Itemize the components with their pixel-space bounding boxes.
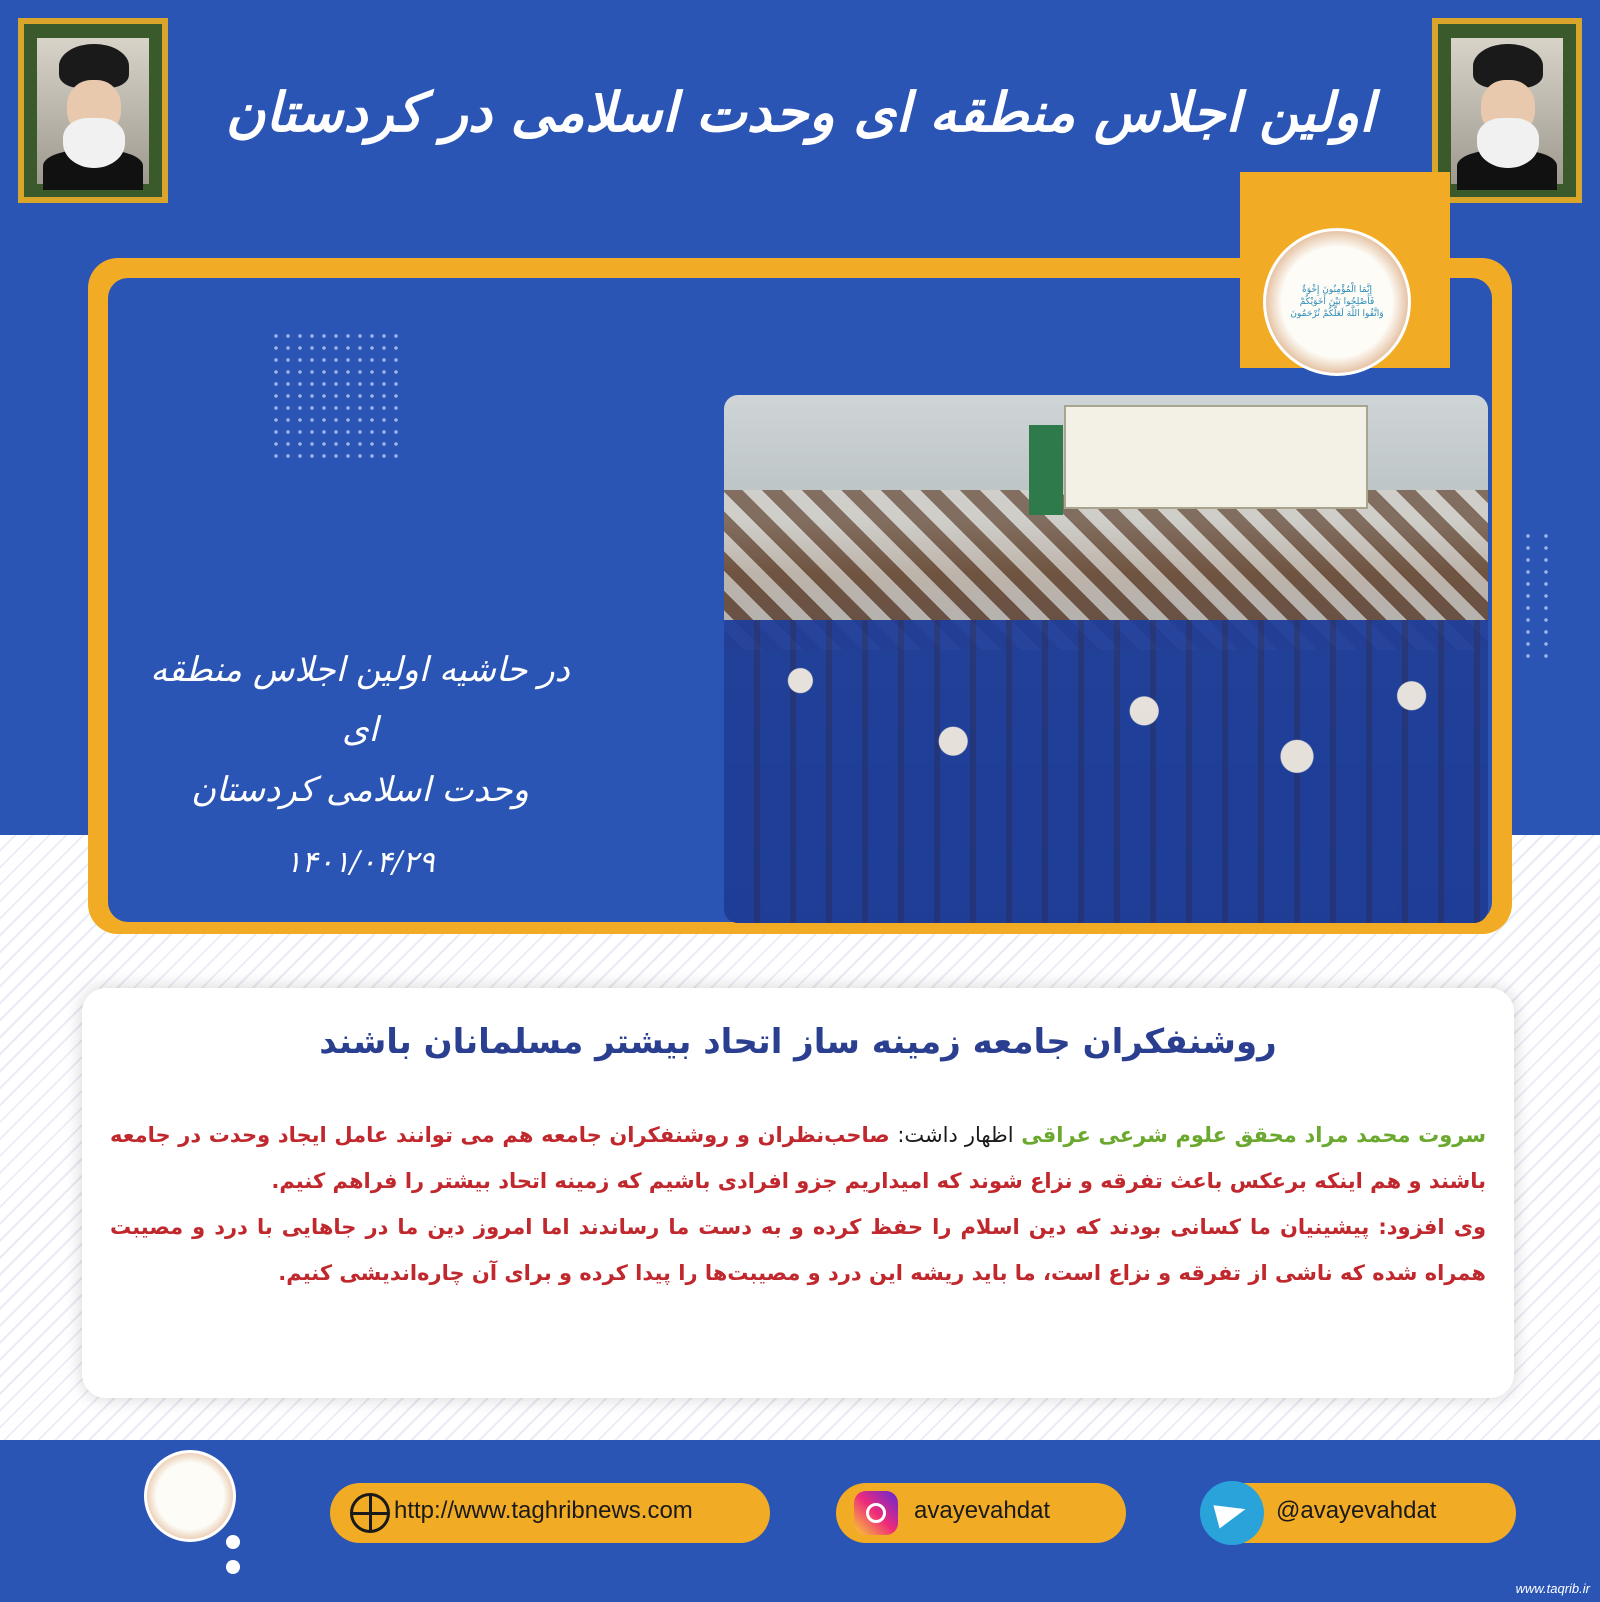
page-title: اولین اجلاس منطقه ای وحدت اسلامی در کردستان — [225, 80, 1375, 144]
side-caption-line1: در حاشیه اولین اجلاس منطقه ای — [150, 650, 570, 750]
footer-dot — [226, 1535, 240, 1549]
website-link[interactable] — [330, 1483, 770, 1543]
instagram-link[interactable] — [836, 1483, 1126, 1543]
website-label: http://www.taghribnews.com — [394, 1497, 693, 1524]
logo-text: إِنَّمَا الْمُؤْمِنُونَ إِخْوَةٌ فَأَصْلِحُوا بَيْنَ أَخَوَيْكُمْ وَاتَّقُوا اللَّهَ لَعَلَّكُمْ تُرْحَمُونَ — [1290, 285, 1384, 319]
dot-pattern-right-2 — [1540, 530, 1554, 660]
portrait-left — [18, 18, 168, 203]
speaker-name: سروت محمد مراد محقق علوم شرعی عراقی — [1021, 1123, 1487, 1147]
article-body — [110, 1112, 1486, 1296]
speaker-verb: اظهار داشت: — [897, 1123, 1014, 1147]
telegram-link[interactable] — [1206, 1483, 1516, 1543]
article-paragraph-2: وی افزود: پیشینیان ما کسانی بودند که دین اسلام را حفظ کرده و به دست ما رساندند اما امروز دین ما در جاهایی با درد و مصیبت همراه شده که ناشی از تفرقه و نزاع است، ما باید ریشه این درد و مصیبت‌ها را پیدا کرده و برای آن چاره‌اندیشی کنیم. — [110, 1215, 1486, 1285]
dot-pattern — [270, 330, 400, 460]
side-caption-line2: وحدت اسلامی کردستان — [191, 770, 529, 810]
portrait-right — [1432, 18, 1582, 203]
instagram-icon — [854, 1491, 898, 1535]
paragraph-1-text: صاحب‌نظران و روشنفکران جامعه هم می توانند عامل ایجاد وحدت در جامعه باشند و هم اینکه برعکس باعث تفرقه و نزاع شوند که امیداریم جزو افرادی باشیم که زمینه اتحاد بیشتر را فراهم کنیم. — [110, 1123, 1486, 1193]
article-paragraph-1 — [110, 1112, 1486, 1204]
side-caption — [150, 640, 570, 820]
article-headline: روشنفکران جامعه زمینه ساز اتحاد بیشتر مسلمانان باشند — [319, 1022, 1277, 1062]
globe-icon — [350, 1493, 390, 1533]
site-watermark: www.taqrib.ir — [1515, 1581, 1590, 1596]
telegram-label: @avayevahdat — [1276, 1497, 1437, 1524]
instagram-label: avayevahdat — [914, 1497, 1051, 1524]
footer-dot — [226, 1560, 240, 1574]
telegram-icon — [1200, 1481, 1264, 1545]
conference-photo — [724, 395, 1488, 923]
unity-logo — [1263, 228, 1411, 376]
footer-logo — [144, 1450, 236, 1542]
event-date: ۱۴۰۱/۰۴/۲۹ — [285, 845, 435, 880]
dot-pattern-right — [1522, 530, 1536, 660]
